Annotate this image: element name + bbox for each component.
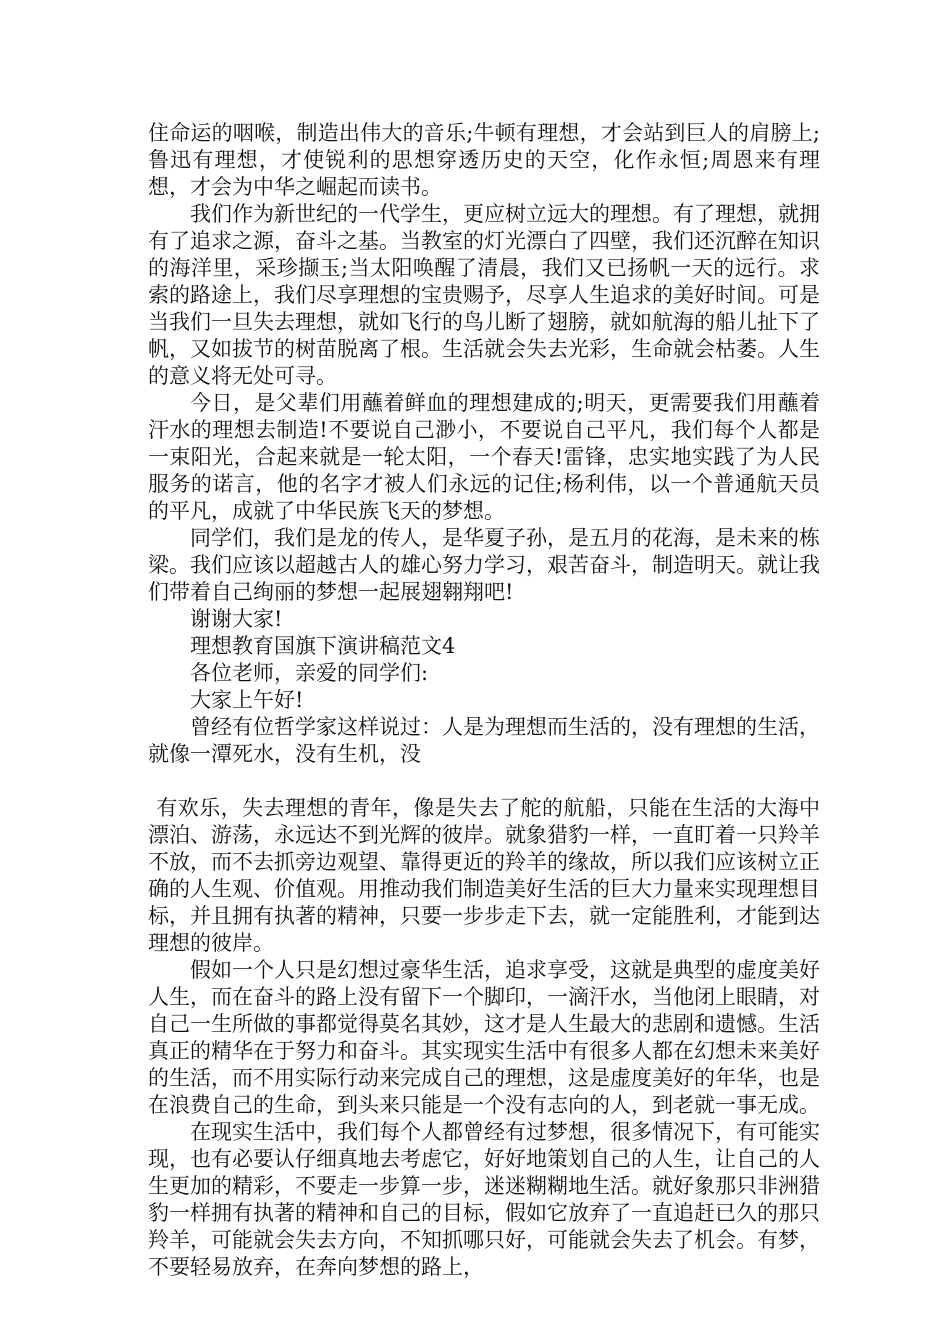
paragraph-classmates: 同学们，我们是龙的传人，是华夏子孙，是五月的花海，是未来的栋梁。我们应该以超越古人的雄心努力学习，艰苦奋斗，制造明天。就让我们带着自己绚丽的梦想一起展翅翱翔吧! (148, 526, 820, 604)
paragraph-lost-ideal: 有欢乐，失去理想的青年，像是失去了舵的航船，只能在生活的大海中漂泊、游荡，永远达不到光辉的彼岸。就象猎豹一样，一直盯着一只羚羊不放，而不去抓旁边观望、靠得更近的羚羊的缘故，所以我们应该树立正确的人生观、价值观。用推动我们制造美好生活的巨大力量来实现理想目标，并且拥有执著的精神，只要一步步走下去，就一定能胜利，才能到达理想的彼岸。 (148, 796, 820, 955)
paragraph-today-tomorrow: 今日，是父辈们用蘸着鲜血的理想建成的;明天，更需要我们用蘸着汗水的理想去制造!不要说自己渺小，不要说自己平凡，我们每个人都是一束阳光，合起来就是一轮太阳，一个春天!雷锋，忠实地实践了为人民服务的诺言，他的名字才被人们永远的记住;杨利伟，以一个普通航天员的平凡，成就了中华民族飞天的梦想。 (148, 391, 820, 523)
paragraph-philosopher: 曾经有位哲学家这样说过：人是为理想而生活的，没有理想的生活，就像一潭死水，没有生机，没 (148, 715, 820, 766)
page-break-gap (148, 768, 820, 795)
paragraph-ideal-students: 我们作为新世纪的一代学生，更应树立远大的理想。有了理想，就拥有了追求之源，奋斗之基。当教室的灯光漂白了四壁，我们还沉醉在知识的海洋里，采珍撷玉;当太阳唤醒了清晨，我们又已扬帆一天的远行。求索的路途上，我们尽享理想的宝贵赐予，尽享人生追求的美好时间。可是当我们一旦失去理想，就如飞行的鸟儿断了翅膀，就如航海的船儿扯下了帆，又如拔节的树苗脱离了根。生活就会失去光彩，生命就会枯萎。人生的意义将无处可寻。 (148, 202, 820, 388)
paragraph-continuation: 住命运的咽喉，制造出伟大的音乐;牛顿有理想，才会站到巨人的肩膀上;鲁迅有理想，才使锐利的思想穿透历史的天空，化作永恒;周恩来有理想，才会为中华之崛起而读书。 (148, 121, 820, 199)
paragraph-illusion: 假如一个人只是幻想过豪华生活，追求享受，这就是典型的虚度美好人生，而在奋斗的路上没有留下一个脚印，一滴汗水，当他闭上眼睛，对自己一生所做的事都觉得莫名其妙，这才是人生最大的悲剧和遗憾。生活真正的精华在于努力和奋斗。其实现实生活中有很多人都在幻想未来美好的生活，而不用实际行动来完成自己的理想，这是虚度美好的年华，也是在浪费自己的生命，到头来只能是一个没有志向的人，到老就一事无成。 (148, 958, 820, 1117)
section-title: 理想教育国旗下演讲稿范文4 (190, 634, 456, 658)
salutation: 各位老师，亲爱的同学们: (190, 661, 429, 685)
paragraph-reality-dream: 在现实生活中，我们每个人都曾经有过梦想，很多情况下，有可能实现，也有必要认仔细真地去考虑它，好好地策划自己的人生，让自己的人生更加的精彩，不要走一步算一步，迷迷糊糊地生活。就好象那只非洲猎豹一样拥有执著的精神和自己的目标，假如它放弃了一直追赶已久的那只羚羊，可能就会失去方向，不知抓哪只好，可能就会失去了机会。有梦，不要轻易放弃，在奔向梦想的路上， (148, 1120, 820, 1279)
document-page (148, 120, 820, 1281)
paragraph-thanks: 谢谢大家! (190, 607, 283, 631)
greeting: 大家上午好! (190, 688, 304, 712)
